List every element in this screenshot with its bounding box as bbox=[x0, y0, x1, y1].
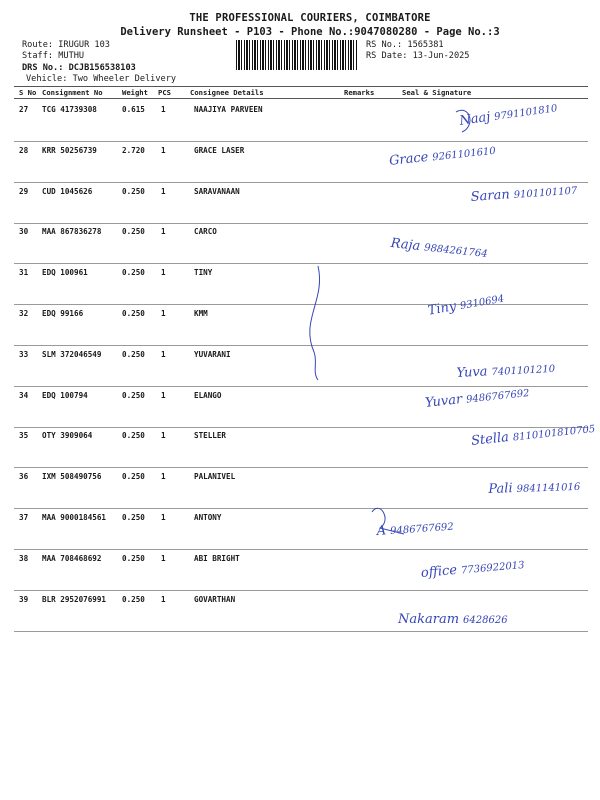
weight-value: 2.720 bbox=[122, 145, 145, 155]
consignment-number: CUD 1045626 bbox=[42, 186, 93, 196]
serial-number: 28 bbox=[19, 145, 29, 155]
weight-value: 0.250 bbox=[122, 186, 145, 196]
signature-phone: 9101101107 bbox=[513, 185, 578, 201]
consignee-name: GOVARTHAN bbox=[194, 594, 236, 604]
consignee-name: NAAJIYA PARVEEN bbox=[194, 105, 263, 114]
handwritten-signature bbox=[398, 608, 508, 627]
col-weight: Weight bbox=[122, 88, 148, 97]
weight-value: 0.250 bbox=[122, 309, 145, 318]
serial-number: 31 bbox=[19, 268, 29, 278]
scribble-mark bbox=[310, 266, 320, 380]
consignment-number: TCG 41739308 bbox=[42, 105, 97, 114]
serial-number: 35 bbox=[19, 431, 29, 441]
col-pcs: PCS bbox=[158, 88, 171, 97]
consignment-number: EDQ 99166 bbox=[42, 309, 84, 318]
pieces-count: 1 bbox=[161, 309, 166, 318]
consignee-name: YUVARANI bbox=[194, 349, 231, 359]
signature-name: Nakaram bbox=[398, 612, 460, 627]
pieces-count: 1 bbox=[161, 594, 166, 604]
signature-phone: 9261101610 bbox=[431, 145, 497, 164]
serial-number: 36 bbox=[19, 472, 29, 482]
weight-value: 0.250 bbox=[122, 227, 145, 237]
pieces-count: 1 bbox=[161, 349, 166, 359]
signature-name: Naaj bbox=[458, 109, 492, 129]
route-label: Route: IRUGUR 103 bbox=[22, 40, 110, 50]
signature-phone: 9486767692 bbox=[465, 388, 531, 406]
signature-phone: 9791101810 bbox=[493, 103, 559, 123]
weight-value: 0.615 bbox=[122, 105, 145, 114]
weight-value: 0.250 bbox=[122, 431, 145, 441]
signature-name: office bbox=[420, 562, 458, 581]
signature-phone: 9884261764 bbox=[423, 242, 488, 261]
consignee-name: TINY bbox=[194, 268, 213, 278]
weight-value: 0.250 bbox=[122, 513, 145, 522]
signature-phone: 7401101210 bbox=[491, 363, 556, 379]
consignee-name: PALANIVEL bbox=[194, 472, 236, 482]
serial-number: 33 bbox=[19, 349, 29, 359]
drs-number: DRS No.: DCJB156538103 bbox=[22, 63, 136, 73]
runsheet-title: Delivery Runsheet - P103 - Phone No.:9047080280 - Page No.:3 bbox=[120, 26, 500, 38]
consignee-name: KMM bbox=[194, 309, 208, 318]
rs-date: RS Date: 13-Jun-2025 bbox=[366, 51, 470, 61]
signature-phone: 7736922013 bbox=[460, 559, 525, 577]
rs-number: RS No.: 1565381 bbox=[366, 40, 444, 50]
consignment-number: SLM 372046549 bbox=[42, 349, 102, 359]
serial-number: 37 bbox=[19, 513, 29, 522]
signature-name: Pali bbox=[488, 481, 513, 497]
signature-phone: 6428626 bbox=[463, 615, 508, 626]
staff-label: Staff: MUTHU bbox=[22, 51, 85, 61]
signature-phone: 8110101810705 bbox=[512, 423, 596, 444]
serial-number: 32 bbox=[19, 309, 29, 318]
signature-name: Yuvar bbox=[424, 392, 463, 411]
consignee-name: GRACE LASER bbox=[194, 145, 245, 155]
consignment-number: MAA 708468692 bbox=[42, 553, 102, 563]
handwritten-signature bbox=[488, 475, 580, 497]
consignment-number: OTY 3909064 bbox=[42, 431, 93, 441]
col-sno: S No bbox=[19, 88, 37, 97]
serial-number: 38 bbox=[19, 553, 29, 563]
consignee-name: CARCO bbox=[194, 227, 217, 237]
weight-value: 0.250 bbox=[122, 594, 145, 604]
company-title: THE PROFESSIONAL COURIERS, COIMBATORE bbox=[189, 12, 431, 24]
consignment-number: EDQ 100961 bbox=[42, 268, 88, 278]
pieces-count: 1 bbox=[161, 472, 166, 482]
signature-phone: 9486767692 bbox=[389, 521, 455, 538]
weight-value: 0.250 bbox=[122, 553, 145, 563]
consignment-number: MAA 867836278 bbox=[42, 227, 102, 237]
serial-number: 30 bbox=[19, 227, 29, 237]
pieces-count: 1 bbox=[161, 553, 166, 563]
serial-number: 34 bbox=[19, 390, 29, 400]
pieces-count: 1 bbox=[161, 513, 166, 522]
weight-value: 0.250 bbox=[122, 349, 145, 359]
signature-name: Raja bbox=[390, 235, 422, 254]
weight-value: 0.250 bbox=[122, 390, 145, 400]
pieces-count: 1 bbox=[161, 227, 166, 237]
col-remarks: Remarks bbox=[344, 88, 375, 97]
pieces-count: 1 bbox=[161, 186, 166, 196]
consignee-name: STELLER bbox=[194, 431, 227, 441]
serial-number: 39 bbox=[19, 594, 29, 604]
pieces-count: 1 bbox=[161, 145, 166, 155]
consignment-number: IXM 508490756 bbox=[42, 472, 102, 482]
signature-name: Grace bbox=[388, 149, 430, 169]
consignee-name: ANTONY bbox=[194, 513, 222, 522]
signature-phone: 9841141016 bbox=[516, 481, 581, 496]
signature-name: A bbox=[376, 523, 387, 539]
weight-value: 0.250 bbox=[122, 472, 145, 482]
pieces-count: 1 bbox=[161, 431, 166, 441]
signature-name: Saran bbox=[470, 187, 511, 205]
serial-number: 29 bbox=[19, 186, 29, 196]
pieces-count: 1 bbox=[161, 268, 166, 278]
signature-name: Yuva bbox=[456, 364, 488, 381]
serial-number: 27 bbox=[19, 105, 29, 114]
consignment-number: EDQ 100794 bbox=[42, 390, 88, 400]
signature-phone: 9310694 bbox=[459, 293, 506, 313]
col-seal: Seal & Signature bbox=[402, 88, 472, 97]
consignee-name: ELANGO bbox=[194, 390, 222, 400]
pieces-count: 1 bbox=[161, 105, 166, 114]
col-consignee: Consignee Details bbox=[190, 88, 264, 97]
signature-name: Stella bbox=[470, 430, 510, 449]
vehicle-label: Vehicle: Two Wheeler Delivery bbox=[26, 74, 177, 84]
pieces-count: 1 bbox=[161, 390, 166, 400]
signature-name: Tiny bbox=[426, 298, 458, 319]
consignment-number: BLR 2952076991 bbox=[42, 594, 107, 604]
consignment-number: KRR 50256739 bbox=[42, 145, 97, 155]
consignment-number: MAA 9000184561 bbox=[42, 513, 107, 522]
consignee-name: ABI BRIGHT bbox=[194, 553, 240, 563]
col-consignment: Consignment No bbox=[42, 88, 103, 97]
consignee-name: SARAVANAAN bbox=[194, 186, 240, 196]
weight-value: 0.250 bbox=[122, 268, 145, 278]
